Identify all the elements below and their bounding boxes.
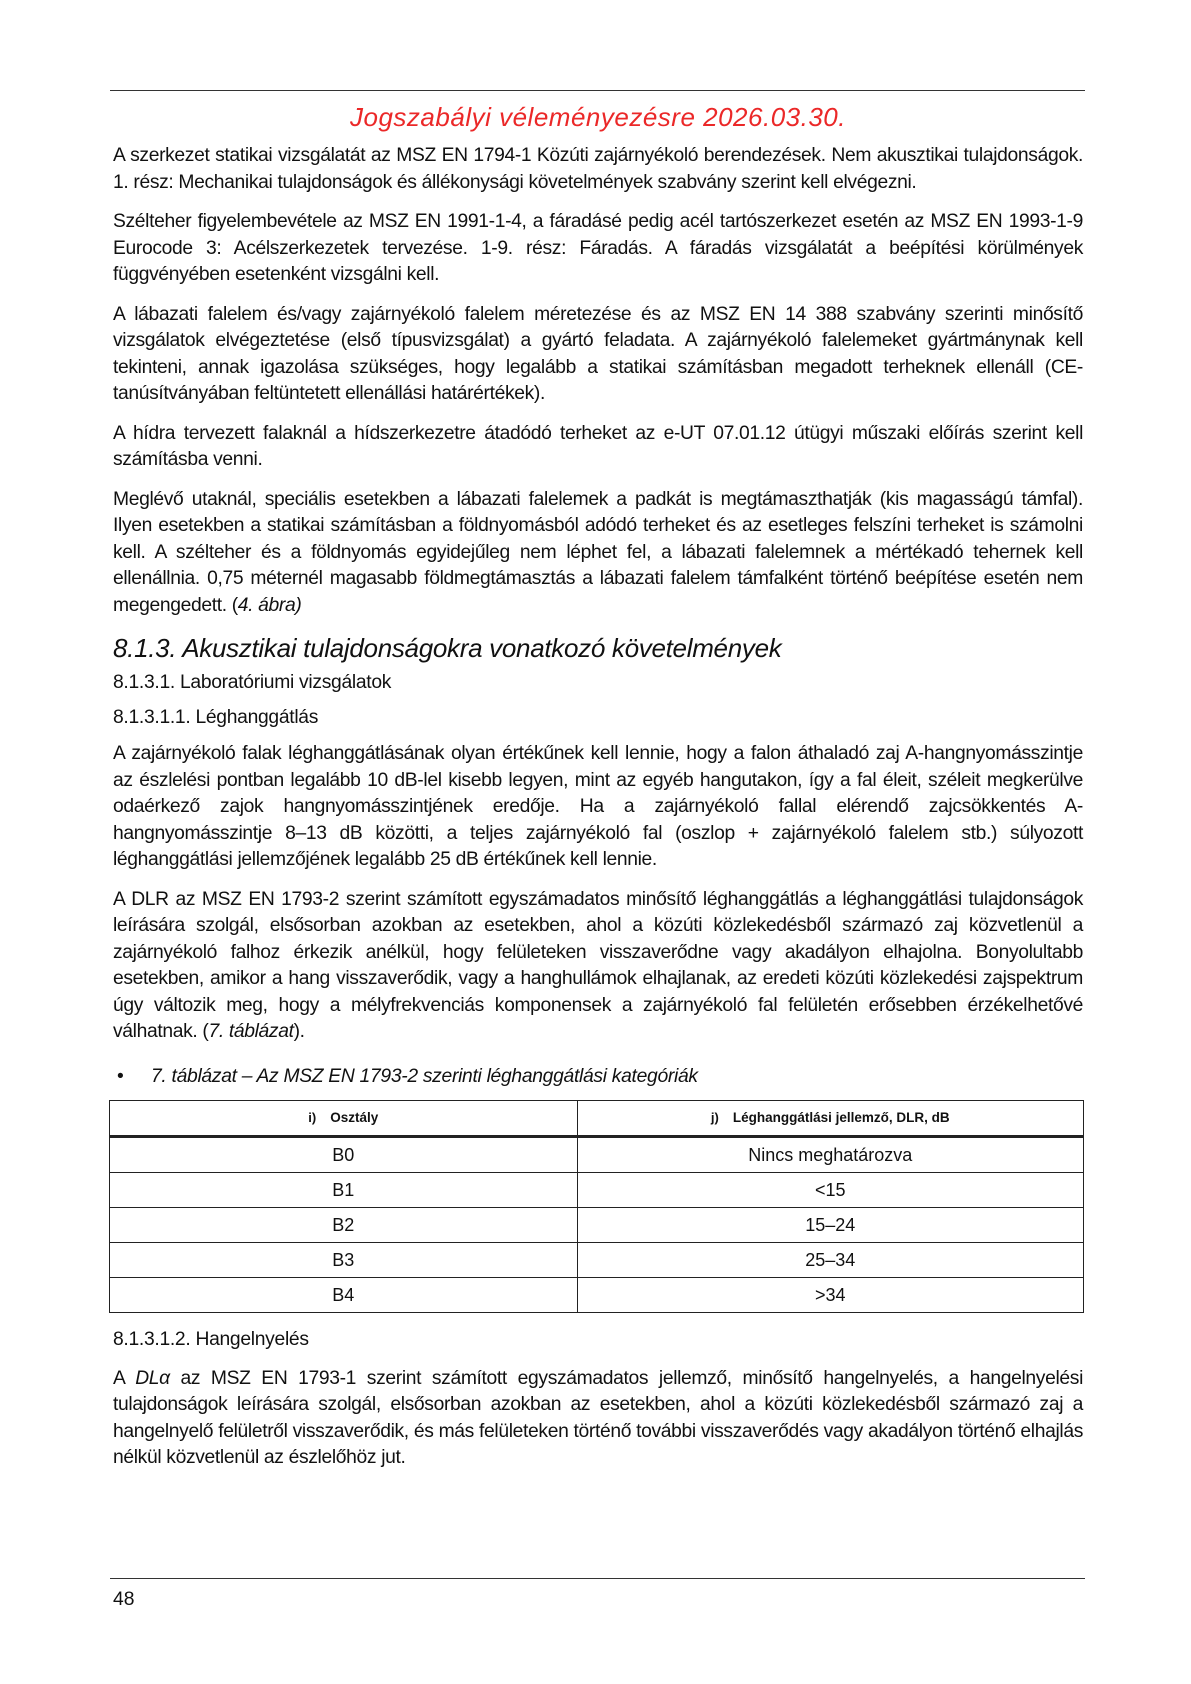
figure-reference-link[interactable]: 4. ábra)	[237, 594, 302, 616]
paragraph: Szélteher figyelembevétele az MSZ EN 1991-1-4, a fáradásé pedig acél tartószerkezet esetén az MSZ EN 1993-1-9 Eurocode 3: Acélszerkezetek tervezése. 1-9. rész: Fáradás. A fáradás vizsgálatát a beépítési körülmények függvényében esetenként vizsgálni kell.	[113, 211, 1083, 285]
cell-class: B2	[110, 1208, 578, 1243]
sound-insulation-table	[109, 1100, 1084, 1313]
header-marker: i)	[308, 1110, 317, 1125]
header-marker: j)	[710, 1110, 719, 1125]
table-caption	[113, 1064, 1083, 1091]
paragraph-dlr	[113, 887, 1083, 1046]
subsubsection-heading: 8.1.3.1.1. Léghanggátlás	[113, 706, 319, 728]
table-header-row	[110, 1101, 1084, 1137]
cell-value: 25–34	[577, 1243, 1083, 1278]
table-row	[110, 1208, 1084, 1243]
paragraph: A lábazati falelem és/vagy zajárnyékoló falelem méretezése és az MSZ EN 14 388 szabvány szerinti minősítő vizsgálatok elvégeztetése (első típusvizsgálat) a gyártó feladata. A zajárnyékoló falelemeket gyártmánynak kell tekinteni, annak igazolása szükséges, hogy legalább a statikai számításban megadott terheknek ellenáll (CE-tanúsítványában feltüntetett ellenállási határértékek).	[113, 303, 1083, 404]
paragraph-text: Meglévő utaknál, speciális esetekben a lábazati falelemek a padkát is megtámaszthatják (kis magasságú támfal). Ilyen esetekben a statikai számításban a földnyomásból adódó terheket és az esetleges felszíni terheket is számolni kell. A szélteher és a földnyomás egyidejűleg nem léphet fel, a lábazati falelemnek a mértékadó tehernek kell ellenállnia. 0,75 méternél magasabb földmegtámasztás a lábazati falelem támfalként történő beépítése esetén nem megengedett. (	[113, 488, 1083, 616]
paragraph: A szerkezet statikai vizsgálatát az MSZ EN 1794-1 Közúti zajárnyékoló berendezések. Nem akusztikai tulajdonságok. 1. rész: Mechanikai tulajdonságok és állékonysági követelmények szabvány szerint kell elvégezni.	[113, 145, 1083, 193]
paragraph-airborne: A zajárnyékoló falak léghanggátlásának olyan értékűnek kell lennie, hogy a falon áthaladó zaj A-hangnyomásszintje az észlelési pontban legalább 10 dB-lel kisebb legyen, mint az egyéb hangutakon, így a fal éleit, széleit megkerülve odaérkező zajok hangnyomásszintjének eredője. Ha a zajárnyékoló fallal elérendő zajcsökkentés A-hangnyomásszintje 8–13 dB közötti, a teljes zajárnyékoló fal (oszlop + zajárnyékoló falelem stb.) súlyozott léghanggátlási jellemzőjének legalább 25 dB értékűnek kell lennie.	[113, 743, 1083, 870]
subsection-heading: 8.1.3.1. Laboratóriumi vizsgálatok	[113, 672, 392, 693]
cell-value: 15–24	[577, 1208, 1083, 1243]
cell-value: <15	[577, 1173, 1083, 1208]
table-row	[110, 1278, 1084, 1313]
header-label: Léghanggátlási jellemző, DLR, dB	[732, 1110, 950, 1125]
cell-class: B1	[110, 1173, 578, 1208]
footer-rule	[110, 1578, 1085, 1579]
cell-value: >34	[577, 1278, 1083, 1313]
caption-text: 7. táblázat – Az MSZ EN 1793-2 szerinti léghanggátlási kategóriák	[151, 1065, 698, 1087]
paragraph-retaining-wall	[113, 487, 1083, 620]
table-row	[110, 1243, 1084, 1278]
paragraph-text: az MSZ EN 1793-1 szerint számított egyszámadatos jellemző, minősítő hangelnyelés, a hangelnyelési tulajdonságok leírására szolgál, elsősorban azokban az esetekben, ahol a közúti közlekedésből származó zaj a hangelnyelő felületről visszaverődik, és más felületeken történő további visszaverődés vagy akadályon történő elhajlás nélkül közvetlenül az észlelőhöz jut.	[113, 1367, 1083, 1468]
page-number: 48	[113, 1589, 135, 1610]
watermark-text: Jogszabályi véleményezésre 2026.03.30.	[350, 102, 846, 132]
subsubsection-heading: 8.1.3.1.2. Hangelnyelés	[113, 1329, 309, 1350]
paragraph-text: A	[113, 1367, 136, 1389]
header-label: Osztály	[330, 1110, 379, 1125]
column-header-dlr	[577, 1101, 1083, 1137]
paragraph-end: ).	[293, 1021, 305, 1042]
column-header-class	[110, 1101, 578, 1137]
paragraph-absorption	[113, 1366, 1083, 1472]
paragraph: A hídra tervezett falaknál a hídszerkezetre átadódó terheket az e-UT 07.01.12 útügyi műszaki előírás szerint kell számításba venni.	[113, 422, 1083, 470]
section-heading: 8.1.3. Akusztikai tulajdonságokra vonatkozó követelmények	[113, 633, 782, 663]
header-rule	[110, 90, 1085, 91]
table-row	[110, 1137, 1084, 1173]
table-row	[110, 1173, 1084, 1208]
bullet-icon: •	[117, 1065, 124, 1087]
cell-class: B4	[110, 1278, 578, 1313]
paragraph-text: A DLR az MSZ EN 1793-2 szerint számított egyszámadatos minősítő léghanggátlás a léghanggátlási tulajdonságok leírására szolgál, elsősorban azokban az esetekben, ahol a közúti közlekedésből származó zaj közvetlenül a zajárnyékoló falhoz érkezik anélkül, hogy felületeken visszaverődne vagy akadályon elhajolna. Bonyolultabb esetekben, amikor a hang visszaverődik, vagy a hanghullámok elhajlanak, az eredeti közúti közlekedési zajspektrum úgy változik meg, hogy a mélyfrekvenciás komponensek a zajárnyékoló fal felületén erősebben érzékelhetővé válhatnak. (	[113, 888, 1083, 1042]
cell-value: Nincs meghatározva	[577, 1137, 1083, 1173]
table-reference-link[interactable]: 7. táblázat	[208, 1021, 294, 1042]
symbol-dl-alpha: DLα	[135, 1367, 170, 1389]
cell-class: B3	[110, 1243, 578, 1278]
watermark	[113, 100, 1083, 136]
cell-class: B0	[110, 1137, 578, 1173]
page-content	[113, 143, 1083, 1485]
